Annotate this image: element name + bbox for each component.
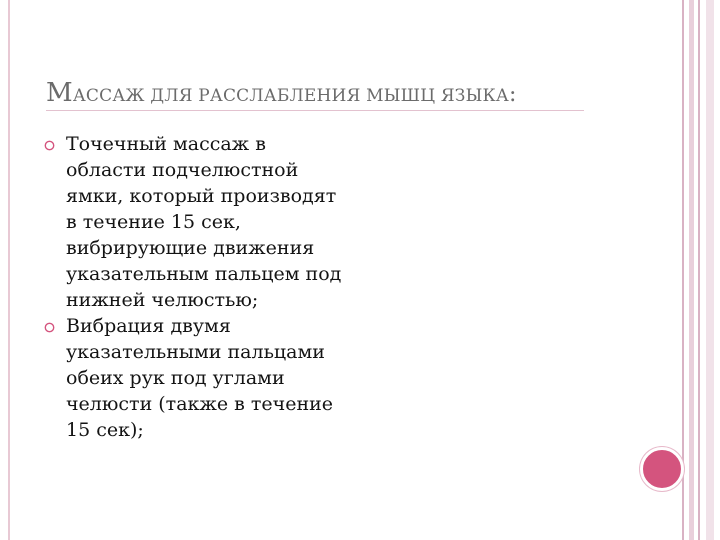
bullet-item [44, 131, 344, 313]
circle-outline-icon [44, 140, 55, 151]
bullet-text: Точечный массаж в области подчелюстной ямки, который производят в течение 15 сек, вибрирующие движения указательным пальцем под нижней челюстью; [66, 133, 342, 311]
slide-title [46, 78, 646, 108]
title-initial: М [46, 78, 73, 108]
title-text: АССАЖ ДЛЯ РАССЛАБЛЕНИЯ МЫШЦ ЯЗЫКА [72, 86, 509, 106]
bullet-item [44, 313, 344, 443]
circle-outline-icon [44, 322, 55, 333]
title-colon: : [508, 82, 517, 107]
right-stripe [682, 0, 684, 540]
right-stripe [706, 0, 714, 540]
left-border-line [8, 0, 10, 540]
right-stripe [689, 0, 694, 540]
bullet-text: Вибрация двумя указательными пальцами обеих рук под углами челюсти (также в течение 15 сек); [66, 315, 334, 441]
decorative-circle [640, 447, 684, 491]
right-stripe [698, 0, 700, 540]
title-underline [46, 110, 584, 111]
right-decorative-band [682, 0, 720, 540]
bullet-list [44, 131, 344, 443]
